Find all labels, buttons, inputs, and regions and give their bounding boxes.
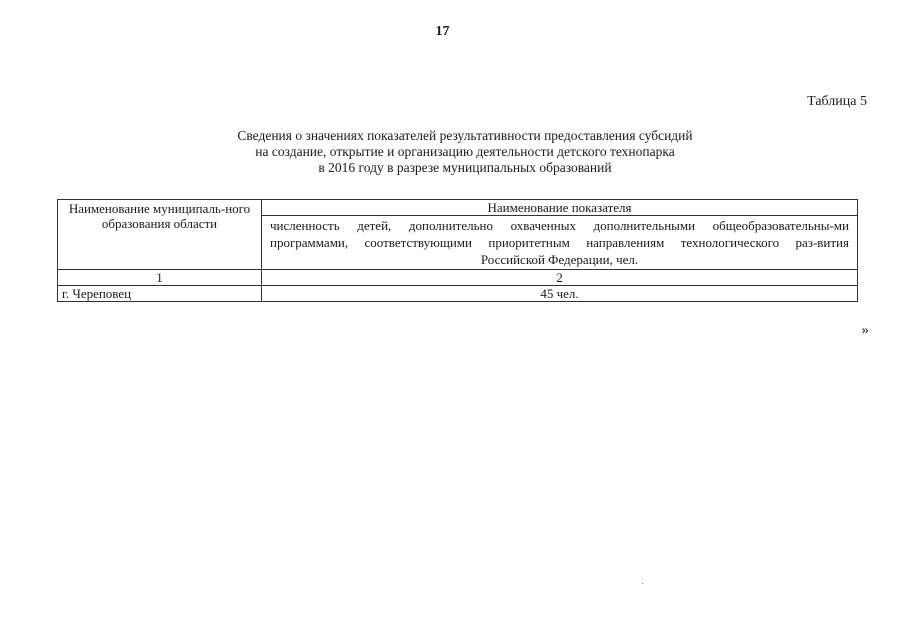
indicators-table bbox=[57, 199, 858, 302]
closing-quote-mark: » bbox=[861, 322, 869, 338]
table-column-numbers-row bbox=[58, 270, 858, 286]
table-label: Таблица 5 bbox=[807, 94, 867, 109]
municipality-cell: г. Череповец bbox=[58, 286, 262, 302]
table-row bbox=[58, 286, 858, 302]
document-title bbox=[0, 128, 905, 176]
title-line-2: на создание, открытие и организацию деятельности детского технопарка bbox=[255, 144, 675, 159]
column-number-1: 1 bbox=[58, 270, 262, 286]
scan-speck bbox=[642, 583, 643, 584]
column-number-2: 2 bbox=[262, 270, 858, 286]
header-indicator-name: Наименование показателя bbox=[262, 200, 858, 216]
indicator-value-cell: 45 чел. bbox=[262, 286, 858, 302]
table-header-row bbox=[58, 200, 858, 216]
page-number: 17 bbox=[435, 24, 450, 39]
header-municipality: Наименование муниципаль-ного образования области bbox=[58, 200, 262, 270]
title-line-3: в 2016 году в разрезе муниципальных образований bbox=[318, 160, 612, 175]
title-line-1: Сведения о значениях показателей результативности предоставления субсидий bbox=[237, 128, 693, 143]
indicator-description: численность детей, дополнительно охваченных дополнительными общеобразовательны-ми программами, соответствующими приоритетным направлениям технологического раз-вития Российской Федерации, чел. bbox=[262, 216, 858, 270]
